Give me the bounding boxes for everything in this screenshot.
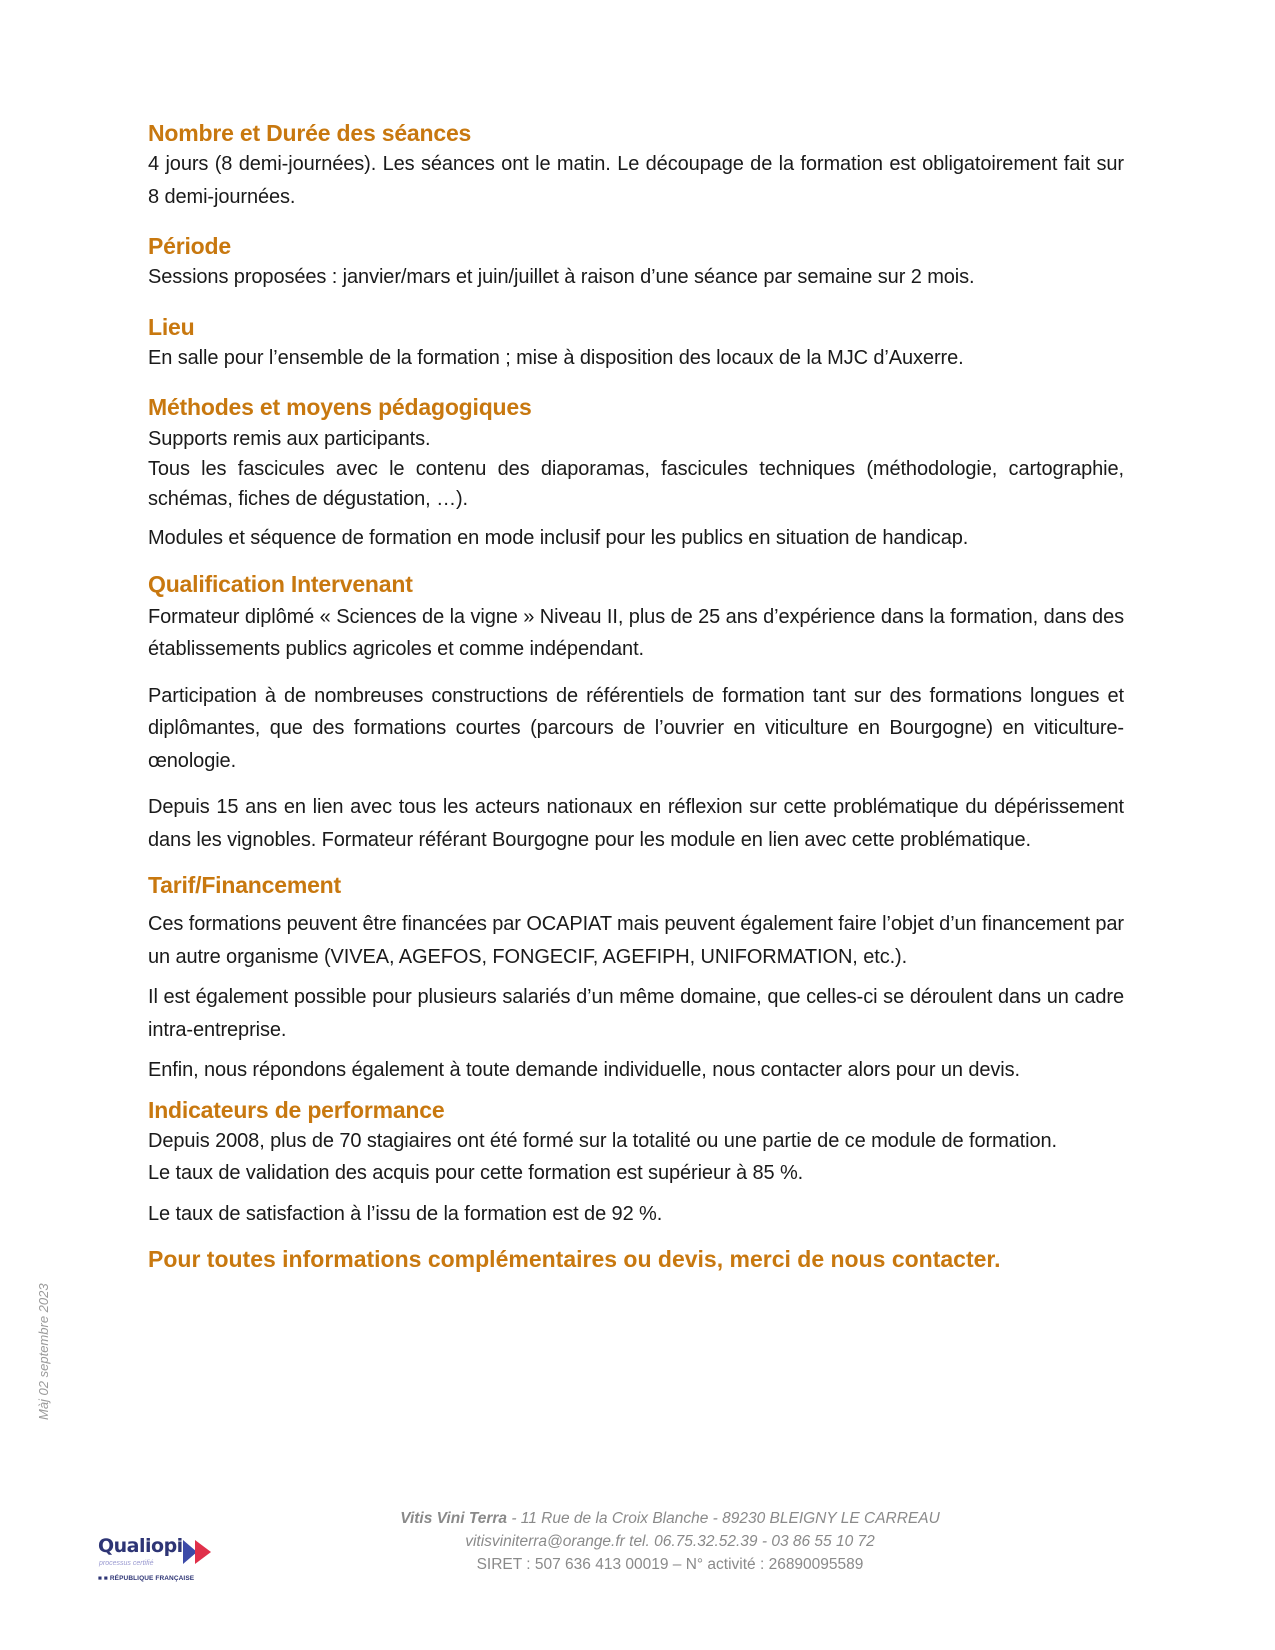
paragraph: Depuis 15 ans en lien avec tous les acteurs nationaux en réflexion sur cette problématique du dépérissement dans les vignobles. Formateur référant Bourgogne pour les module en lien avec cette problématique. [148,796,1124,851]
section-title: Nombre et Durée des séances [148,120,472,146]
paragraph: Formateur diplômé « Sciences de la vigne » Niveau II, plus de 25 ans d’expérience dans la formation, dans des établissements publics agricoles et comme indépendant. [148,605,1124,660]
paragraph: Depuis 2008, plus de 70 stagiaires ont été formé sur la totalité ou une partie de ce module de formation. [148,1129,1057,1152]
logo-republic: ■ ■ RÉPUBLIQUE FRANÇAISE [98,1575,195,1582]
section-title: Qualification Intervenant [148,570,413,597]
section-title: Lieu [148,313,195,340]
paragraph: Ces formations peuvent être financées par OCAPIAT mais peuvent également faire l’objet d’un financement par un autre organisme (VIVEA, AGEFOS, FONGECIF, AGEFIPH, UNIFORMATION, etc.). [148,913,1124,968]
qualiopi-logo [95,1535,225,1595]
paragraph: Tous les fascicules avec le contenu des diaporamas, fascicules techniques (méthodologie, cartographie, schémas, fiches de dégustation, …). [148,458,1124,510]
paragraph: Le taux de validation des acquis pour cette formation est supérieur à 85 %. [148,1162,804,1184]
footer-company: Vitis Vini Terra [400,1510,508,1527]
paragraph: 4 jours (8 demi-journées). Les séances ont le matin. Le découpage de la formation est obligatoirement fait sur 8 demi-journées. [148,153,1124,208]
paragraph: En salle pour l’ensemble de la formation ; mise à disposition des locaux de la MJC d’Auxerre. [148,346,964,369]
paragraph: Il est également possible pour plusieurs salariés d’un même domaine, que celles-ci se déroulent dans un cadre intra-entreprise. [148,986,1124,1041]
update-date-note: Màj 02 septembre 2023 [36,1283,51,1420]
document-body [148,118,1124,1274]
qualiopi-arrows-icon [183,1538,213,1566]
paragraph: Supports remis aux participants. [148,428,431,450]
footer [300,1507,1040,1576]
footer-siret: SIRET : 507 636 413 00019 – N° activité : 26890095589 [476,1556,864,1573]
section-title: Indicateurs de performance [148,1096,445,1123]
logo-tagline: processus certifié [99,1560,154,1567]
section-title: Tarif/Financement [148,872,341,898]
footer-contact: vitisviniterra@orange.fr tel. 06.75.32.52.39 - 03 86 55 10 72 [465,1533,875,1550]
paragraph: Modules et séquence de formation en mode inclusif pour les publics en situation de handicap. [148,527,969,549]
paragraph: Le taux de satisfaction à l’issu de la formation est de 92 %. [148,1202,663,1225]
paragraph: Sessions proposées : janvier/mars et juin/juillet à raison d’une séance par semaine sur 2 mois. [148,266,975,288]
contact-call-to-action: Pour toutes informations complémentaires ou devis, merci de nous contacter. [148,1246,1001,1272]
section-title: Méthodes et moyens pédagogiques [148,394,532,420]
paragraph: Participation à de nombreuses constructions de référentiels de formation tant sur des formations longues et diplômantes, que des formations courtes (parcours de l’ouvrier en viticulture en Bourgogne) en viticulture-œnologie. [148,684,1124,772]
section-title: Période [148,233,231,259]
logo-name: Qualiopi [98,1535,183,1557]
footer-address: - 11 Rue de la Croix Blanche - 89230 BLEIGNY LE CARREAU [507,1510,940,1527]
paragraph: Enfin, nous répondons également à toute demande individuelle, nous contacter alors pour un devis. [148,1059,1020,1081]
